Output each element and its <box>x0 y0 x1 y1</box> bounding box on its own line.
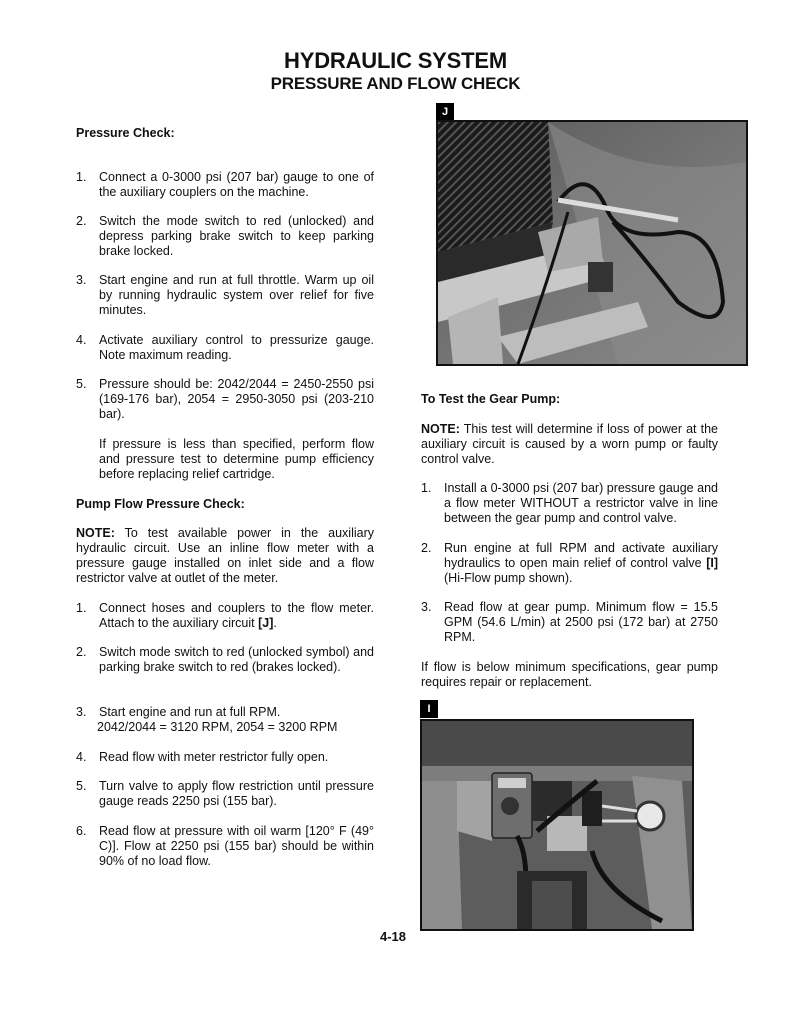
step-text: Switch the mode switch to red (unlocked) and depress parking brake switch to keep parking brake locked. <box>99 214 374 258</box>
gear-pump-heading: To Test the Gear Pump: <box>421 392 561 406</box>
flow-step-4 <box>76 750 374 765</box>
pump-flow-heading: Pump Flow Pressure Check: <box>76 497 245 511</box>
step-text: Read flow at pressure with oil warm [120° F (49° C)]. Flow at 2250 psi (155 bar) should be within 90% of no load flow. <box>99 824 374 868</box>
step-text: Read flow at gear pump. Minimum flow = 15.5 GPM (54.6 L/min) at 2500 psi (172 bar) at 2750 RPM. <box>444 600 718 644</box>
flow-step-5 <box>76 779 374 809</box>
note-label: NOTE: <box>421 422 460 436</box>
flow-step-2 <box>76 645 374 675</box>
flow-step-3 <box>76 705 374 735</box>
flow-step-1 <box>76 601 374 631</box>
figure-j-label: J <box>436 103 454 121</box>
step-text: Read flow with meter restrictor fully open. <box>99 750 329 764</box>
step-number: 3. <box>76 273 87 287</box>
note-text: To test available power in the auxiliary hydraulic circuit. Use an inline flow meter with a pressure gauge installed on inlet side and a flow restrictor valve at outlet of the meter. <box>76 526 374 585</box>
gear-pump-note <box>421 422 718 467</box>
step-number: 1. <box>421 481 432 495</box>
step-text: Run engine at full RPM and activate auxiliary hydraulics to open main relief of control valve [I] (Hi-Flow pump shown). <box>444 541 718 585</box>
step-number: 2. <box>76 214 87 228</box>
figure-i-label: I <box>420 700 438 718</box>
note-label: NOTE: <box>76 526 115 540</box>
step-number: 2. <box>421 541 432 555</box>
step-number: 6. <box>76 824 87 838</box>
pressure-step-4 <box>76 333 374 363</box>
page-number: 4-18 <box>380 929 407 944</box>
gear-step-2 <box>421 541 718 586</box>
page-subtitle: PRESSURE AND FLOW CHECK <box>270 74 521 93</box>
figure-ref-i: [I] <box>706 556 718 570</box>
pressure-step-1 <box>76 170 374 200</box>
figure-i-photo <box>420 719 694 931</box>
step-number: 4. <box>76 750 87 764</box>
step-number: 2. <box>76 645 87 659</box>
step-text: Start engine and run at full RPM. 2042/2044 = 3120 RPM, 2054 = 3200 RPM <box>97 705 338 734</box>
figure-ref-j: [J] <box>258 616 274 630</box>
step-text: Activate auxiliary control to pressurize gauge. Note maximum reading. <box>99 333 374 362</box>
pump-flow-note <box>76 526 374 586</box>
step-number: 4. <box>76 333 87 347</box>
step-text: Switch mode switch to red (unlocked symbol) and parking brake switch to red (brakes locked). <box>99 645 374 674</box>
step-text: Pressure should be: 2042/2044 = 2450-2550 psi (169-176 bar), 2054 = 2950-3050 psi (203-210 bar). <box>99 377 374 421</box>
hydraulic-hose-photo-icon <box>438 122 746 364</box>
step-text: Connect a 0-3000 psi (207 bar) gauge to one of the auxiliary couplers on the machine. <box>99 170 374 199</box>
step-number: 1. <box>76 601 87 615</box>
gear-step-3 <box>421 600 718 645</box>
step-number: 3. <box>76 705 87 719</box>
gear-step-1 <box>421 481 718 526</box>
pressure-step-5 <box>76 377 374 422</box>
step-text: Start engine and run at full throttle. Warm up oil by running hydraulic system over relief for five minutes. <box>99 273 374 317</box>
step-number: 5. <box>76 779 87 793</box>
pressure-check-heading: Pressure Check: <box>76 126 175 140</box>
page-title: HYDRAULIC SYSTEM <box>284 48 507 73</box>
hi-flow-pump-photo-icon <box>422 721 692 929</box>
step-number: 5. <box>76 377 87 391</box>
flow-step-6 <box>76 824 374 869</box>
step-text: Install a 0-3000 psi (207 bar) pressure gauge and a flow meter WITHOUT a restrictor valve in line between the gear pump and control valve. <box>444 481 718 525</box>
step-text: Connect hoses and couplers to the flow meter. Attach to the auxiliary circuit [J]. <box>99 601 374 630</box>
step-number: 3. <box>421 600 432 614</box>
pressure-followup: If pressure is less than specified, perform flow and pressure test to determine pump efficiency before replacing relief cartridge. <box>99 437 374 481</box>
figure-j-photo <box>436 120 748 366</box>
note-text: This test will determine if loss of power at the auxiliary circuit is caused by a worn pump or faulty control valve. <box>421 422 718 466</box>
gear-pump-conclusion: If flow is below minimum specifications, gear pump requires repair or replacement. <box>421 660 718 689</box>
pressure-step-3 <box>76 273 374 318</box>
step-text: Turn valve to apply flow restriction until pressure gauge reads 2250 psi (155 bar). <box>99 779 374 808</box>
step-number: 1. <box>76 170 87 184</box>
pressure-step-2 <box>76 214 374 259</box>
